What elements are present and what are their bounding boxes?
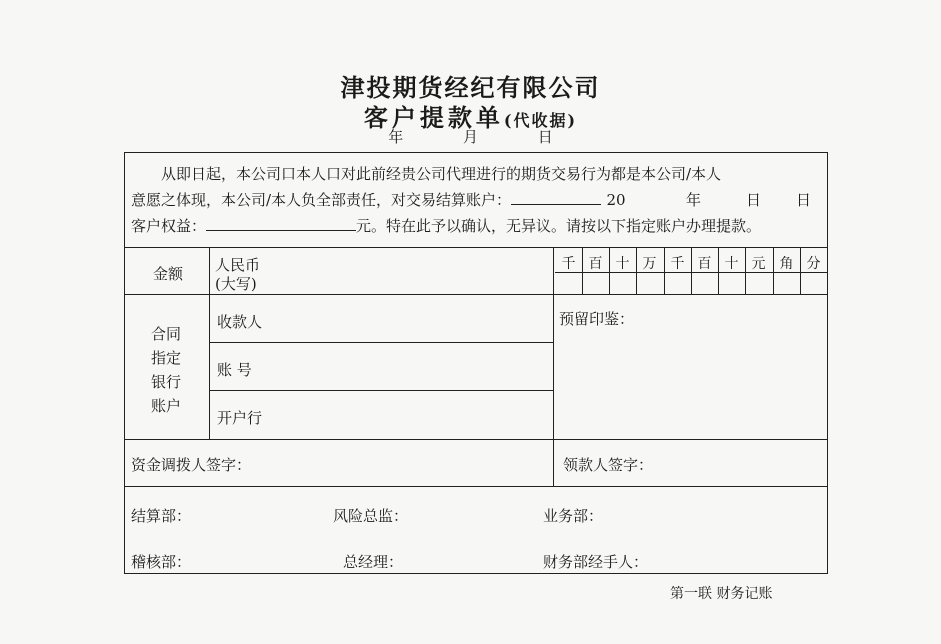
date-year: 年	[388, 128, 404, 146]
bank-label-2: 指定	[151, 349, 182, 367]
unit-fen: 分	[806, 256, 821, 272]
unit-shi-1: 十	[615, 256, 630, 272]
payee-label: 收款人	[217, 313, 263, 331]
form-title-subtitle: (代收据)	[503, 111, 578, 130]
unit-qian-2: 千	[670, 256, 685, 272]
company-name: 津投期货经纪有限公司	[340, 73, 601, 102]
reserved-seal-label: 预留印鉴：	[559, 310, 635, 328]
form-date	[0, 126, 941, 147]
intro-day: 日	[796, 191, 812, 209]
intro-year-prefix: 20	[606, 191, 626, 209]
settlement-dept-label: 结算部：	[131, 507, 192, 525]
intro-line-2	[131, 187, 825, 213]
unit-jiao: 角	[779, 256, 794, 272]
intro-line-2-text: 意愿之体现，本公司/本人负全部责任，对交易结算账户：	[131, 191, 512, 209]
risk-director-label: 风险总监：	[333, 507, 409, 525]
business-dept-label: 业务部：	[543, 507, 604, 525]
intro-line-3-text: 元。特在此予以确认，无异议。请按以下指定账户办理提款。	[356, 217, 762, 235]
unit-wan: 万	[642, 256, 657, 272]
account-number-label: 账 号	[217, 361, 252, 379]
intro-line-1: 从即日起，本公司口本人口对此前经贵公司代理进行的期货交易行为都是本公司/本人	[161, 165, 722, 183]
account-blank[interactable]	[511, 188, 601, 205]
unit-yuan: 元	[751, 256, 766, 272]
transfer-signature-label: 资金调拨人签字：	[131, 456, 252, 474]
bank-label-3: 银行	[151, 373, 182, 391]
bank-label-1: 合同	[151, 325, 182, 343]
general-manager-label: 总经理：	[343, 553, 404, 571]
date-day: 日	[537, 128, 553, 146]
amount-label: 金额	[153, 265, 184, 283]
form-title-main: 客户提款单	[363, 103, 504, 132]
amount-uppercase-label: (大写)	[215, 275, 257, 293]
intro-month: 日	[746, 191, 762, 209]
unit-shi-2: 十	[724, 256, 739, 272]
audit-dept-label: 稽核部：	[131, 553, 192, 571]
equity-blank[interactable]	[206, 214, 356, 231]
intro-year: 年	[686, 191, 702, 209]
finance-handler-label: 财务部经手人：	[543, 553, 649, 571]
receiver-signature-label: 领款人签字：	[563, 456, 654, 474]
unit-bai-1: 百	[588, 256, 603, 272]
amount-currency: 人民币	[215, 256, 261, 274]
intro-line-3	[131, 213, 825, 239]
unit-bai-2: 百	[697, 256, 712, 272]
unit-qian-1: 千	[561, 256, 576, 272]
date-month: 月	[462, 128, 478, 146]
bank-label-4: 账户	[151, 397, 182, 415]
intro-equity-label: 客户权益：	[131, 217, 207, 235]
opening-bank-label: 开户行	[217, 409, 263, 427]
form-table	[124, 152, 828, 574]
copy-footer: 第一联 财务记账	[670, 586, 773, 602]
